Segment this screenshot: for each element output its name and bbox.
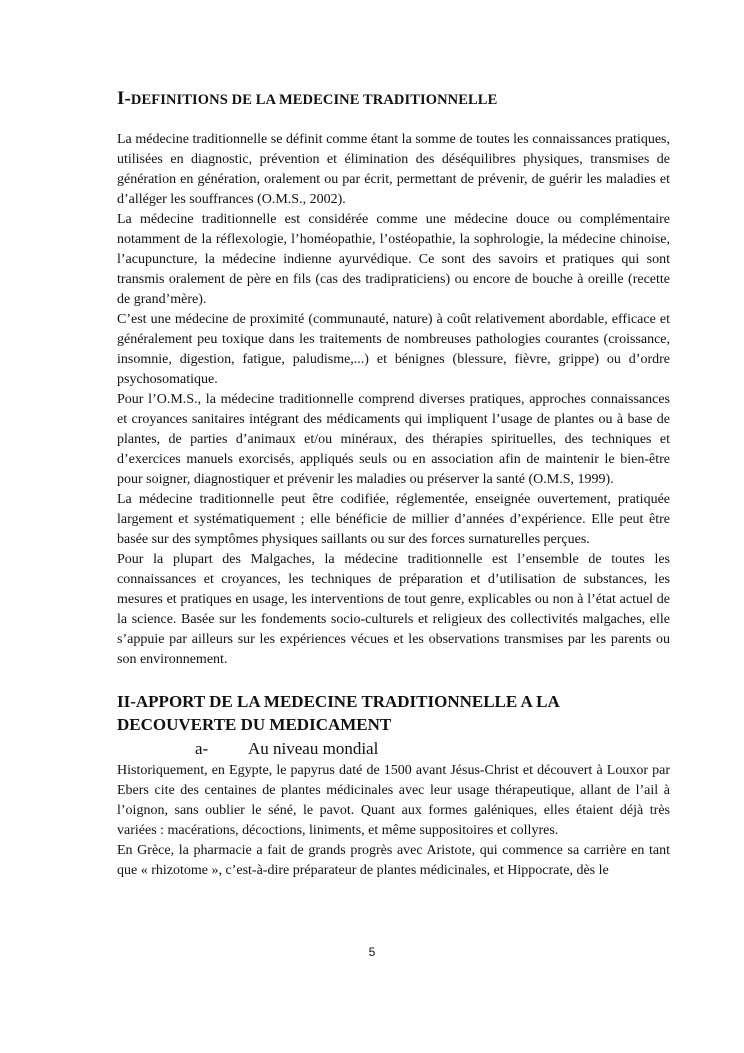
paragraph: Pour l’O.M.S., la médecine traditionnelle comprend diverses pratiques, approches connaissances et croyances sanitaires intégrant des médicaments qui impliquent l’usage de plantes ou à base de plantes, de parties d’animaux et/ou minéraux, des thérapies spirituelles, des techniques et d’exercices manuels exorcisés, appliqués seuls ou en association afin de maintenir le bien-être pour soigner, diagnostiquer et prévenir les maladies ou préserver la santé (O.M.S, 1999). <box>117 392 670 487</box>
subsection-heading <box>117 736 670 761</box>
page-number: 5 <box>368 945 376 959</box>
paragraph: C’est une médecine de proximité (communauté, nature) à coût relativement abordable, efficace et généralement peu toxique dans les traitements de nombreuses pathologies courantes (croissance, insomnie, digestion, fatigue, paludisme,...) et bénignes (blessure, fièvre, grippe) ou d’ordre psychosomatique. <box>117 312 670 387</box>
paragraph: La médecine traditionnelle se définit comme étant la somme de toutes les connaissances pratiques, utilisées en diagnostic, prévention et élimination des déséquilibres physiques, transmises de génération en génération, oralement ou par écrit, permettant de prévenir, de guérir les maladies et d’alléger les souffrances (O.M.S., 2002). <box>117 132 670 207</box>
section-1-title: DEFINITIONS DE LA MEDECINE TRADITIONNELLE <box>130 92 498 108</box>
paragraph: La médecine traditionnelle peut être codifiée, réglementée, enseignée ouvertement, pratiquée largement et systématiquement ; elle bénéficie de millier d’années d’expérience. Elle peut être basée sur des symptômes physiques saillants ou sur des forces surnaturelles perçues. <box>117 492 670 547</box>
section-2-body <box>117 761 670 881</box>
paragraph: En Grèce, la pharmacie a fait de grands progrès avec Aristote, qui commence sa carrière en tant que « rhizotome », c’est-à-dire préparateur de plantes médicinales, et Hippocrate, dès le <box>117 843 670 878</box>
subsection-title: Au niveau mondial <box>248 739 379 758</box>
paragraph: La médecine traditionnelle est considérée comme une médecine douce ou complémentaire notamment de la réflexologie, l’homéopathie, l’ostéopathie, la sophrologie, la médecine chinoise, l’acupuncture, la médecine indienne ayurvédique. Ce sont des savoirs et pratiques qui sont transmis oralement de père en fils (cas des tradipraticiens) ou encore de bouche à oreille (recette de grand’mère). <box>117 212 670 307</box>
section-1-roman: I- <box>117 88 131 109</box>
paragraph: Historiquement, en Egypte, le papyrus daté de 1500 avant Jésus-Christ et découvert à Louxor par Ebers cite des centaines de plantes médicinales avec leur usage thérapeutique, allant de l’ail à l’oignon, sans oublier le séné, le pavot. Quant aux formes galéniques, elles étaient déjà très variées : macérations, décoctions, liniments, et même suppositoires et collyres. <box>117 763 670 838</box>
document-page <box>117 88 670 881</box>
section-1-heading <box>117 88 670 110</box>
section-2-title-line-1: II-APPORT DE LA MEDECINE TRADITIONNELLE A LA <box>117 692 560 711</box>
section-2-heading <box>117 690 670 736</box>
paragraph: Pour la plupart des Malgaches, la médecine traditionnelle est l’ensemble de toutes les connaissances et croyances, les techniques de préparation et d’utilisation de substances, les mesures et pratiques en usage, les interventions de tout genre, explicables ou non à l’état actuel de la science. Basée sur les fondements socio-culturels et religieux des collectivités malgaches, elle s’appuie par ailleurs sur les expériences vécues et les observations transmises par les parents ou son environnement. <box>117 552 670 667</box>
subsection-letter: a- <box>195 739 209 758</box>
section-2-title-line-2: DECOUVERTE DU MEDICAMENT <box>117 715 392 734</box>
section-1-body <box>117 130 670 670</box>
